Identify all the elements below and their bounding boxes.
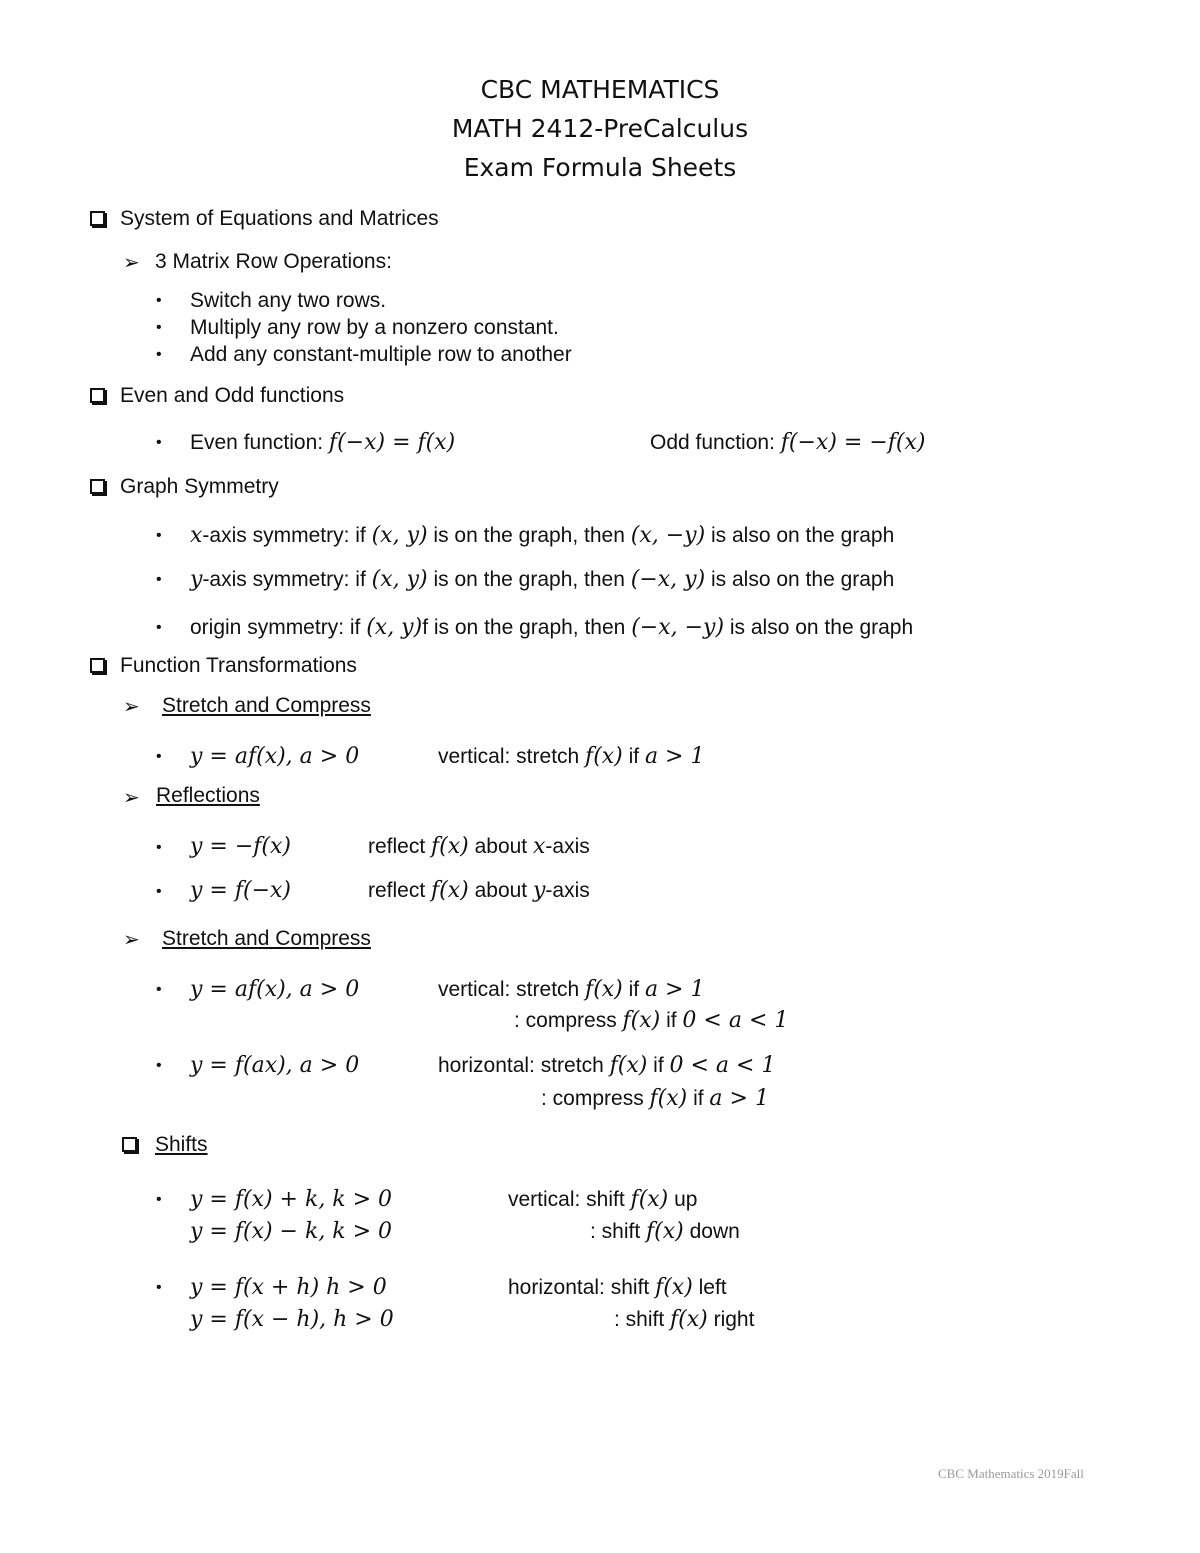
checkbox-icon — [90, 658, 105, 673]
vertical-compress-desc — [514, 1008, 788, 1033]
checkbox-icon — [90, 479, 105, 494]
fx: f(x) — [431, 878, 469, 903]
bullet-icon: • — [156, 1057, 162, 1074]
doc-title-line2: MATH 2412-PreCalculus — [451, 114, 749, 143]
checkbox-icon — [122, 1137, 137, 1152]
axis-var: y — [532, 878, 546, 903]
text: is also on the graph — [705, 524, 895, 547]
fx: f(x) — [646, 1219, 684, 1244]
text: about — [468, 835, 533, 858]
condition: a > 1 — [644, 977, 705, 1002]
text: vertical: shift — [508, 1188, 631, 1211]
text: about — [468, 879, 533, 902]
shift-right-desc — [614, 1307, 754, 1332]
text: up — [668, 1188, 698, 1211]
text: horizontal: stretch — [438, 1054, 610, 1077]
text: f is on the graph, then — [422, 616, 632, 639]
text: -axis — [545, 835, 590, 858]
fx: f(x) — [630, 1187, 669, 1212]
section-heading-shifts: Shifts — [155, 1133, 208, 1156]
x-axis-symmetry-line — [190, 523, 894, 548]
stretch-desc — [438, 744, 704, 769]
fx: f(x) — [609, 1053, 648, 1078]
vertical-formula: y = af(x), a > 0 — [190, 977, 360, 1002]
shift-down-desc — [590, 1219, 740, 1244]
text: is on the graph, then — [427, 568, 631, 591]
horizontal-compress-desc — [541, 1086, 769, 1111]
reflect-x-desc — [368, 834, 590, 859]
fx: f(x) — [431, 834, 469, 859]
arrowhead-icon: ➢ — [123, 252, 140, 274]
text: if — [647, 1054, 670, 1077]
checkbox-icon — [90, 211, 105, 226]
reflect-x-formula: y = −f(x) — [190, 834, 291, 859]
section-heading-symmetry: Graph Symmetry — [120, 475, 279, 498]
text: : shift — [590, 1220, 647, 1243]
var-x: x — [190, 523, 203, 548]
even-function-line — [190, 430, 455, 455]
condition: a > 1 — [709, 1086, 769, 1111]
text: : compress — [541, 1087, 650, 1110]
odd-function-line — [650, 430, 925, 455]
text: is on the graph, then — [427, 524, 631, 547]
bullet-icon: • — [156, 883, 162, 900]
section-heading-matrices: System of Equations and Matrices — [120, 207, 439, 230]
shift-left-desc — [508, 1275, 727, 1300]
bullet-icon: • — [156, 981, 162, 998]
row-op-item: Multiply any row by a nonzero constant. — [190, 316, 559, 339]
odd-formula: f(−x) = −f(x) — [780, 430, 926, 455]
var-y: y — [190, 567, 203, 592]
subheading-stretch-compress: Stretch and Compress — [162, 694, 371, 717]
shift-left-formula: y = f(x + h) h > 0 — [190, 1275, 387, 1300]
text: is also on the graph — [705, 568, 895, 591]
text: if — [622, 745, 645, 768]
checkbox-icon — [90, 388, 105, 403]
text: is also on the graph — [724, 616, 914, 639]
even-label: Even function: — [190, 431, 329, 454]
vertical-stretch-desc — [438, 977, 704, 1002]
bullet-icon: • — [156, 346, 162, 363]
point: (x, y) — [371, 567, 428, 592]
arrowhead-icon: ➢ — [123, 929, 140, 951]
text: : compress — [514, 1009, 623, 1032]
image-point: (−x, −y) — [631, 615, 725, 640]
text: : shift — [614, 1308, 671, 1331]
bullet-icon: • — [156, 292, 162, 309]
image-point: (−x, y) — [630, 567, 706, 592]
bullet-icon: • — [156, 619, 162, 636]
reflect-y-formula: y = f(−x) — [190, 878, 291, 903]
subheading-reflections: Reflections — [156, 784, 260, 807]
text: right — [707, 1308, 755, 1331]
fx: f(x) — [622, 1008, 661, 1033]
arrowhead-icon: ➢ — [123, 696, 140, 718]
text: -axis symmetry: if — [202, 568, 372, 591]
fx: f(x) — [585, 977, 623, 1002]
text: if — [660, 1009, 683, 1032]
shift-up-formula: y = f(x) + k, k > 0 — [190, 1187, 393, 1212]
text: reflect — [368, 879, 432, 902]
fx: f(x) — [670, 1307, 708, 1332]
bullet-icon: • — [156, 839, 162, 856]
text: if — [622, 978, 645, 1001]
even-formula: f(−x) = f(x) — [328, 430, 456, 455]
axis-var: x — [532, 834, 546, 859]
section-heading-transformations: Function Transformations — [120, 654, 357, 677]
bullet-icon: • — [156, 319, 162, 336]
fx: f(x) — [585, 744, 623, 769]
condition: 0 < a < 1 — [682, 1008, 789, 1033]
shift-down-formula: y = f(x) − k, k > 0 — [190, 1219, 393, 1244]
section-heading-even-odd: Even and Odd functions — [120, 384, 345, 407]
stretch-formula: y = af(x), a > 0 — [190, 744, 360, 769]
condition: 0 < a < 1 — [669, 1053, 776, 1078]
image-point: (x, −y) — [630, 523, 706, 548]
subheading-stretch-compress-2: Stretch and Compress — [162, 927, 371, 950]
bullet-icon: • — [156, 571, 162, 588]
shift-up-desc — [508, 1187, 697, 1212]
text: vertical: stretch — [438, 978, 586, 1001]
bullet-icon: • — [156, 527, 162, 544]
text: -axis symmetry: if — [202, 524, 372, 547]
row-op-item: Add any constant-multiple row to another — [190, 343, 572, 366]
bullet-icon: • — [156, 1279, 162, 1296]
row-op-item: Switch any two rows. — [190, 289, 387, 312]
bullet-icon: • — [156, 434, 162, 451]
arrowhead-icon: ➢ — [123, 787, 140, 809]
fx: f(x) — [649, 1086, 688, 1111]
reflect-y-desc — [368, 878, 590, 903]
bullet-icon: • — [156, 1191, 162, 1208]
point: (x, y) — [366, 615, 423, 640]
doc-title-line3: Exam Formula Sheets — [463, 153, 737, 182]
doc-title-line1: CBC MATHEMATICS — [480, 75, 720, 104]
text: down — [683, 1220, 740, 1243]
text: left — [692, 1276, 727, 1299]
bullet-icon: • — [156, 748, 162, 765]
subheading-row-ops: 3 Matrix Row Operations: — [155, 250, 392, 273]
text: if — [687, 1087, 710, 1110]
fx: f(x) — [655, 1275, 693, 1300]
text: reflect — [368, 835, 432, 858]
odd-label: Odd function: — [650, 431, 781, 454]
text: vertical: stretch — [438, 745, 586, 768]
text: origin symmetry: if — [190, 616, 367, 639]
y-axis-symmetry-line — [190, 567, 894, 592]
footer-text: CBC Mathematics 2019Fall — [938, 1466, 1084, 1481]
horizontal-formula: y = f(ax), a > 0 — [190, 1053, 360, 1078]
point: (x, y) — [371, 523, 428, 548]
origin-symmetry-line — [190, 615, 913, 640]
horizontal-stretch-desc — [438, 1053, 775, 1078]
condition: a > 1 — [644, 744, 705, 769]
shift-right-formula: y = f(x − h), h > 0 — [190, 1307, 394, 1332]
text: horizontal: shift — [508, 1276, 656, 1299]
text: -axis — [545, 879, 590, 902]
